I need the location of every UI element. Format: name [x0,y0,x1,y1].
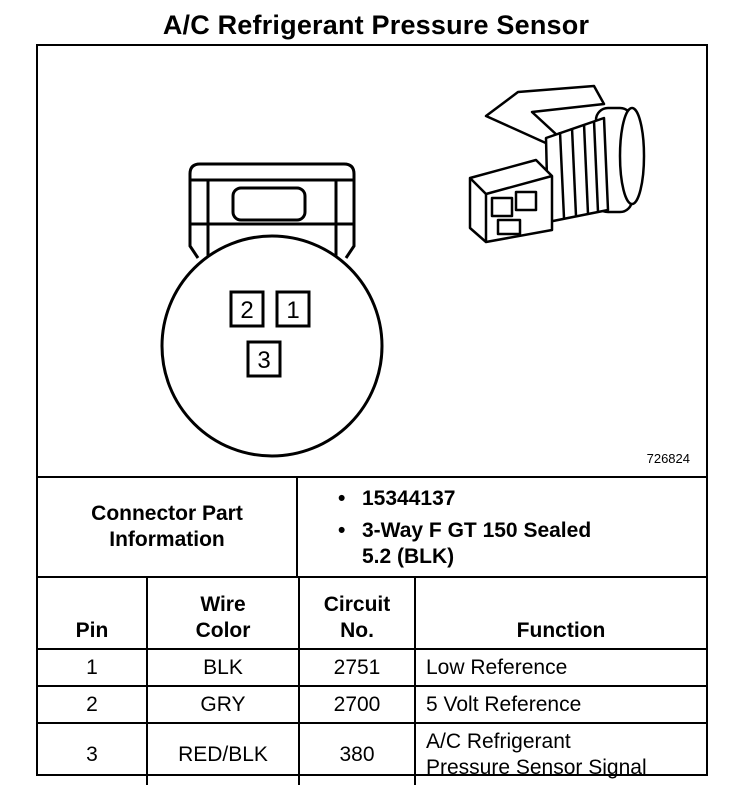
cell-pin: 2 [38,686,147,723]
pin-table [38,576,706,785]
latch-tab [233,188,305,220]
header-wire-color: Wire Color [147,577,299,649]
table-row [38,686,706,723]
cell-function: Low Reference [415,649,706,686]
figure-code: 726824 [646,451,690,466]
header-circuit-no: Circuit No. [299,577,415,649]
cell-wire-color: GRY [147,686,299,723]
pin-label-2: 2 [240,297,254,324]
part-number-bullet: • 15344137 [338,487,456,510]
connector-3d-illustration [470,86,644,242]
table-row [38,649,706,686]
cell-pin: 3 [38,723,147,785]
cell-circuit: 2700 [299,686,415,723]
connector-info-label: Connector Part Information [38,477,297,576]
cell-wire-color: RED/BLK [147,723,299,785]
cell-function: 5 Volt Reference [415,686,706,723]
cell-function: A/C Refrigerant Pressure Sensor Signal [415,723,706,785]
cell-circuit: 380 [299,723,415,785]
pin-label-1: 1 [286,297,300,324]
cell-circuit: 2751 [299,649,415,686]
diagram-frame [36,44,708,779]
bullet-icon: • [338,519,346,542]
connector-face-view [162,164,382,456]
diagram-title: A/C Refrigerant Pressure Sensor [162,10,590,40]
connector-info-values [297,477,706,576]
cell-wire-color: BLK [147,649,299,686]
table-row [38,723,706,785]
pin-label-3: 3 [257,347,271,374]
header-pin: Pin [38,577,147,649]
connector-info-table [38,476,706,576]
connector-diagram [38,46,706,476]
connector-type-bullet: • 3-Way F GT 150 Sealed 5.2 (BLK) [338,519,592,568]
cell-pin: 1 [38,649,147,686]
header-function: Function [415,577,706,649]
bullet-icon: • [338,487,346,510]
